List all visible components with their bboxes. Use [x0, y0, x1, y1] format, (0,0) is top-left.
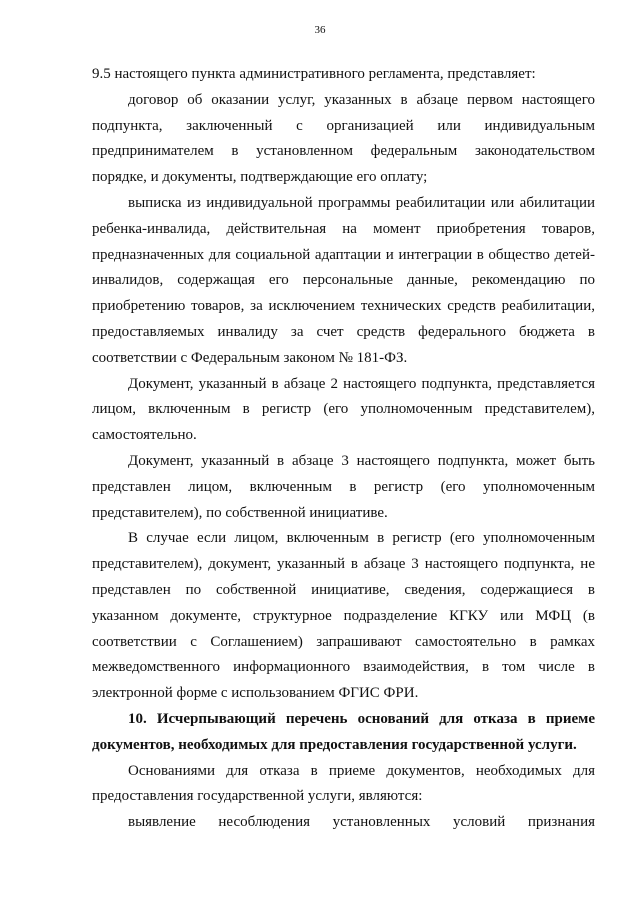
paragraph-continuation: 9.5 настоящего пункта административного регламента, представляет: [92, 66, 536, 82]
paragraph-rehabilitation-extract: выписка из индивидуальной программы реабилитации или абилитации ребенка-инвалида, действительная на момент приобретения товаров, предназначенных для социальной адаптации и интеграции в общество детей-инвалидов, содержащая его персональные данные, рекомендацию по приобретению товаров, за исключением технических средств реабилитации, предоставляемых инвалиду за счет средств федерального бюджета в соответствии с Федеральным законом № 181-ФЗ. [92, 194, 595, 366]
section-heading: 10. Исчерпывающий перечень оснований для отказа в приеме документов, необходимых для предоставления государственной услуги. [92, 710, 595, 753]
paragraph-interagency-request: В случае если лицом, включенным в регистр (его уполномоченным представителем), документ, указанный в абзаце 3 настоящего подпункта, не представлен по собственной инициативе, сведения, содержащиеся в указанном документе, структурное подразделение КГКУ или МФЦ (в соответствии с Соглашением) запрашивают самостоятельно в рамках межведомственного информационного взаимодействия, в том числе в электронной форме с использованием ФГИС ФРИ. [92, 530, 595, 702]
paragraph-document-abzac-2: Документ, указанный в абзаце 2 настоящего подпункта, представляется лицом, включенным в регистр (его уполномоченным представителем), самостоятельно. [92, 375, 595, 444]
page-number: 36 [314, 24, 326, 36]
paragraph-refusal-grounds: Основаниями для отказа в приеме документов, необходимых для предоставления государственной услуги, являются: [92, 762, 595, 805]
paragraph-document-abzac-3: Документ, указанный в абзаце 3 настоящего подпункта, может быть представлен лицом, включенным в регистр (его уполномоченным представителем), по собственной инициативе. [92, 452, 595, 521]
paragraph-partial: выявление несоблюдения установленных условий признания [128, 814, 595, 831]
paragraph-contract: договор об оказании услуг, указанных в абзаце первом настоящего подпункта, заключенный с организацией или индивидуальным предпринимателем в установленном федеральным законодательством порядке, и документы, подтверждающие его оплату; [92, 91, 595, 186]
document-body [92, 62, 595, 836]
